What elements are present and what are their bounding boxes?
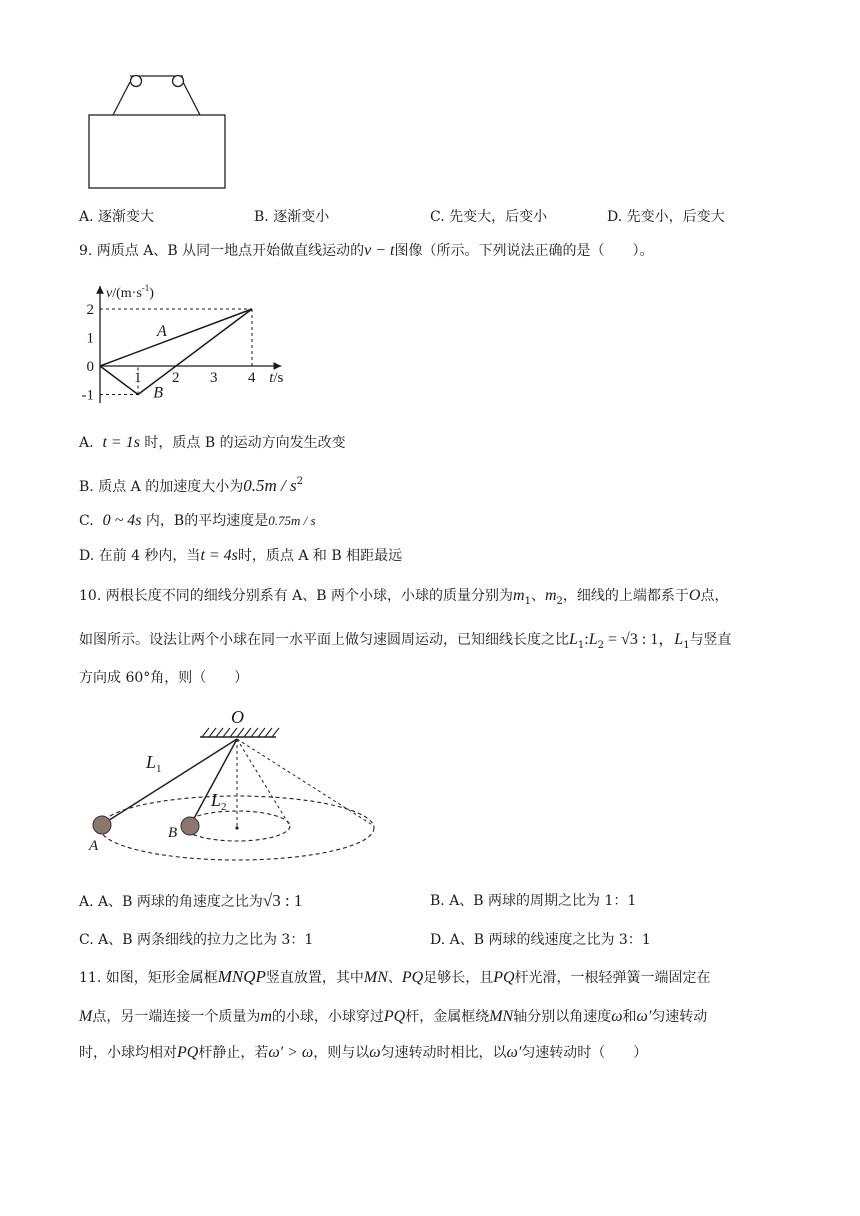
q11-mn: MN (363, 969, 388, 986)
q10-m1: m (513, 587, 525, 604)
q11-stem-line3 (79, 1043, 647, 1063)
outer-cone-right (237, 739, 374, 826)
q9-stem-suffix: 图像（所示。下列说法正确的是（ ）。 (394, 243, 654, 259)
x-tick-label: 1 (134, 370, 142, 386)
q10-line1-prefix: 10. 两根长度不同的细线分别系有 A、B 两个小球，小球的质量分别为 (79, 588, 514, 604)
q8-pulley-figure (80, 70, 240, 192)
q11-line3-e: 匀速转动时（ ） (521, 1045, 648, 1061)
q8-option-a: A. 逐渐变大 (79, 209, 155, 225)
q11-mass: m (260, 1008, 272, 1025)
pulley-left (131, 76, 142, 87)
q10-sep: 、 (530, 588, 545, 604)
q9-option-b-prefix: B. 质点 A 的加速度大小为 (79, 479, 244, 495)
q10-option-a-math: √3 : 1 (262, 891, 303, 910)
q11-line3-a: 时，小球均相对 (79, 1045, 177, 1061)
rope-right (183, 82, 200, 115)
fig-label-l2: $L_2$ (211, 790, 227, 813)
q10-option-a (79, 891, 302, 912)
y-tick-label: -1 (81, 387, 94, 404)
q8-option-c: C. 先变大，后变小 (430, 209, 548, 225)
series-a-line (100, 309, 252, 366)
q9-option-b-math: 0.5m / s (243, 476, 297, 495)
q10-ratio-l2-sub: 2 (597, 640, 605, 651)
axis-center-dot (235, 826, 238, 829)
q11-m-point: M (79, 1008, 93, 1025)
q10-stem-line2 (79, 630, 732, 656)
q11-line2-e: 和 (622, 1009, 637, 1025)
q11-inequality: ω′ > ω (268, 1044, 314, 1061)
q11-line1-b: 足够长，且 (423, 970, 494, 986)
y-tick-label: 0 (86, 359, 94, 375)
q11-line1-c: 杆光滑，一根轻弹簧一端固定在 (514, 970, 711, 986)
q9-option-b (79, 472, 303, 497)
q11-pq-4: PQ (177, 1044, 199, 1061)
q10-ratio-colon: : (584, 631, 589, 648)
fig-label-b: B (168, 825, 178, 841)
y-tick-label: 2 (86, 302, 94, 318)
q9-option-d (79, 546, 402, 566)
q9-stem-vt: v − t (364, 242, 395, 259)
q8-option-b: B. 逐渐变小 (254, 209, 330, 225)
q9-option-d-prefix: D. 在前 4 秒内，当 (79, 548, 201, 564)
q11-mnqp: MNQP (217, 967, 266, 986)
q9-option-d-math: t = 4s (200, 547, 238, 564)
q10-option-d: D. A、B 两球的线速度之比为 3：1 (430, 932, 651, 948)
series-b-label: B (153, 384, 163, 402)
q11-line2-f: 匀速转动 (651, 1009, 708, 1025)
q11-omega-prime-2: ω′ (506, 1044, 522, 1061)
q9-option-a-prefix: A. (79, 435, 94, 451)
q10-stem-line1 (79, 586, 728, 612)
q11-omega-prime: ω′ (636, 1008, 652, 1025)
ball-a (93, 816, 111, 834)
q10-line1-post: ，细线的上端都系于 (562, 588, 689, 604)
q9-option-b-sup: 2 (296, 476, 303, 487)
q10-ratio-l2: L (588, 631, 598, 648)
q10-l1: L (674, 631, 684, 648)
q10-option-a-text: A. A、B 两球的角速度之比为 (79, 894, 263, 910)
q9-stem (79, 241, 653, 261)
q9-option-c (79, 511, 316, 531)
q10-option-c: C. A、B 两条细线的拉力之比为 3：1 (79, 932, 314, 948)
string-l2 (191, 739, 237, 824)
q11-line1-prefix: 11. 如图，矩形金属框 (79, 970, 218, 986)
x-tick-label: 2 (172, 370, 180, 386)
ceiling-hatching (202, 728, 279, 737)
q10-conical-pendulum-figure (86, 702, 382, 862)
q10-option-b: B. A、B 两球的周期之比为 1：1 (430, 893, 637, 909)
q9-option-c-prefix: C. (79, 513, 94, 529)
q11-line3-b: 杆静止，若 (198, 1045, 269, 1061)
q8-option-d: D. 先变小，后变大 (607, 209, 725, 225)
x-axis-label: t/s (269, 370, 284, 386)
q10-line2-end: 与竖直 (689, 632, 732, 648)
q9-option-a (79, 433, 346, 453)
q10-line1-end: 点， (700, 588, 729, 604)
q11-omega-2: ω (369, 1044, 381, 1061)
q10-l1-sub: 1 (683, 640, 690, 651)
q11-omega: ω (611, 1008, 623, 1025)
q9-option-d-text: 时，质点 A 和 B 相距最远 (237, 548, 403, 564)
q9-option-c-mid: 内，B的平均速度是 (145, 513, 269, 529)
box (89, 115, 225, 188)
series-a-label: A (157, 323, 167, 341)
q11-line3-c: ，则与以 (313, 1045, 370, 1061)
q9-option-a-math: t = 1s (102, 434, 140, 451)
q11-line3-d: 匀速转动时相比，以 (380, 1045, 507, 1061)
string-l1 (103, 739, 237, 824)
y-tick-label: 1 (86, 330, 94, 347)
q10-ratio-l1-sub: 1 (577, 640, 585, 651)
q11-pq-2: PQ (493, 969, 515, 986)
q10-stem-line3: 方向成 60°角，则（ ） (79, 670, 249, 686)
q11-pq-3: PQ (383, 1008, 406, 1025)
rope-left (113, 82, 130, 115)
q9-option-a-text: 时，质点 B 的运动方向发生改变 (144, 435, 346, 451)
ball-b (181, 817, 199, 835)
q9-option-c-value: 0.75m / s (268, 513, 316, 528)
q11-line2-c: 杆，金属框绕 (405, 1009, 490, 1025)
q9-vt-chart (76, 280, 296, 420)
q10-point-o: O (688, 587, 701, 604)
q10-ratio-l1: L (569, 631, 578, 648)
q11-stem-line2 (79, 1007, 707, 1027)
q10-m1-sub: 1 (524, 596, 531, 607)
q11-line2-d: 轴分别以角速度 (513, 1009, 612, 1025)
q11-line1-a: 竖直放置，其中 (265, 970, 364, 986)
x-tick-label: 4 (248, 370, 256, 386)
y-axis-label: $v/(m\cdot s^{-1})$ (106, 283, 154, 301)
x-tick-label: 3 (210, 370, 218, 386)
q11-mn-2: MN (489, 1008, 514, 1025)
q10-m2-sub: 2 (556, 596, 563, 607)
q11-sep: 、 (387, 970, 402, 986)
fig-label-l1: $L_1$ (146, 752, 162, 775)
q11-line2-a: 点，另一端连接一个质量为 (92, 1009, 261, 1025)
pulley-right (173, 76, 184, 87)
q9-stem-prefix: 9. 两质点 A、B 从同一地点开始做直线运动的 (79, 243, 365, 259)
q10-m2: m (544, 587, 557, 604)
fig-label-o: O (231, 707, 244, 727)
q11-line2-b: 的小球，小球穿过 (271, 1009, 384, 1025)
fig-label-a: A (89, 838, 99, 854)
q9-option-c-math: 0 ~ 4s (102, 512, 142, 529)
q11-stem-line1 (79, 967, 711, 988)
q10-ratio-value: = √3 : 1， (604, 631, 675, 648)
q11-pq: PQ (401, 969, 424, 986)
q10-line2-prefix: 如图所示。设法让两个小球在同一水平面上做匀速圆周运动，已知细线长度之比 (79, 632, 569, 648)
